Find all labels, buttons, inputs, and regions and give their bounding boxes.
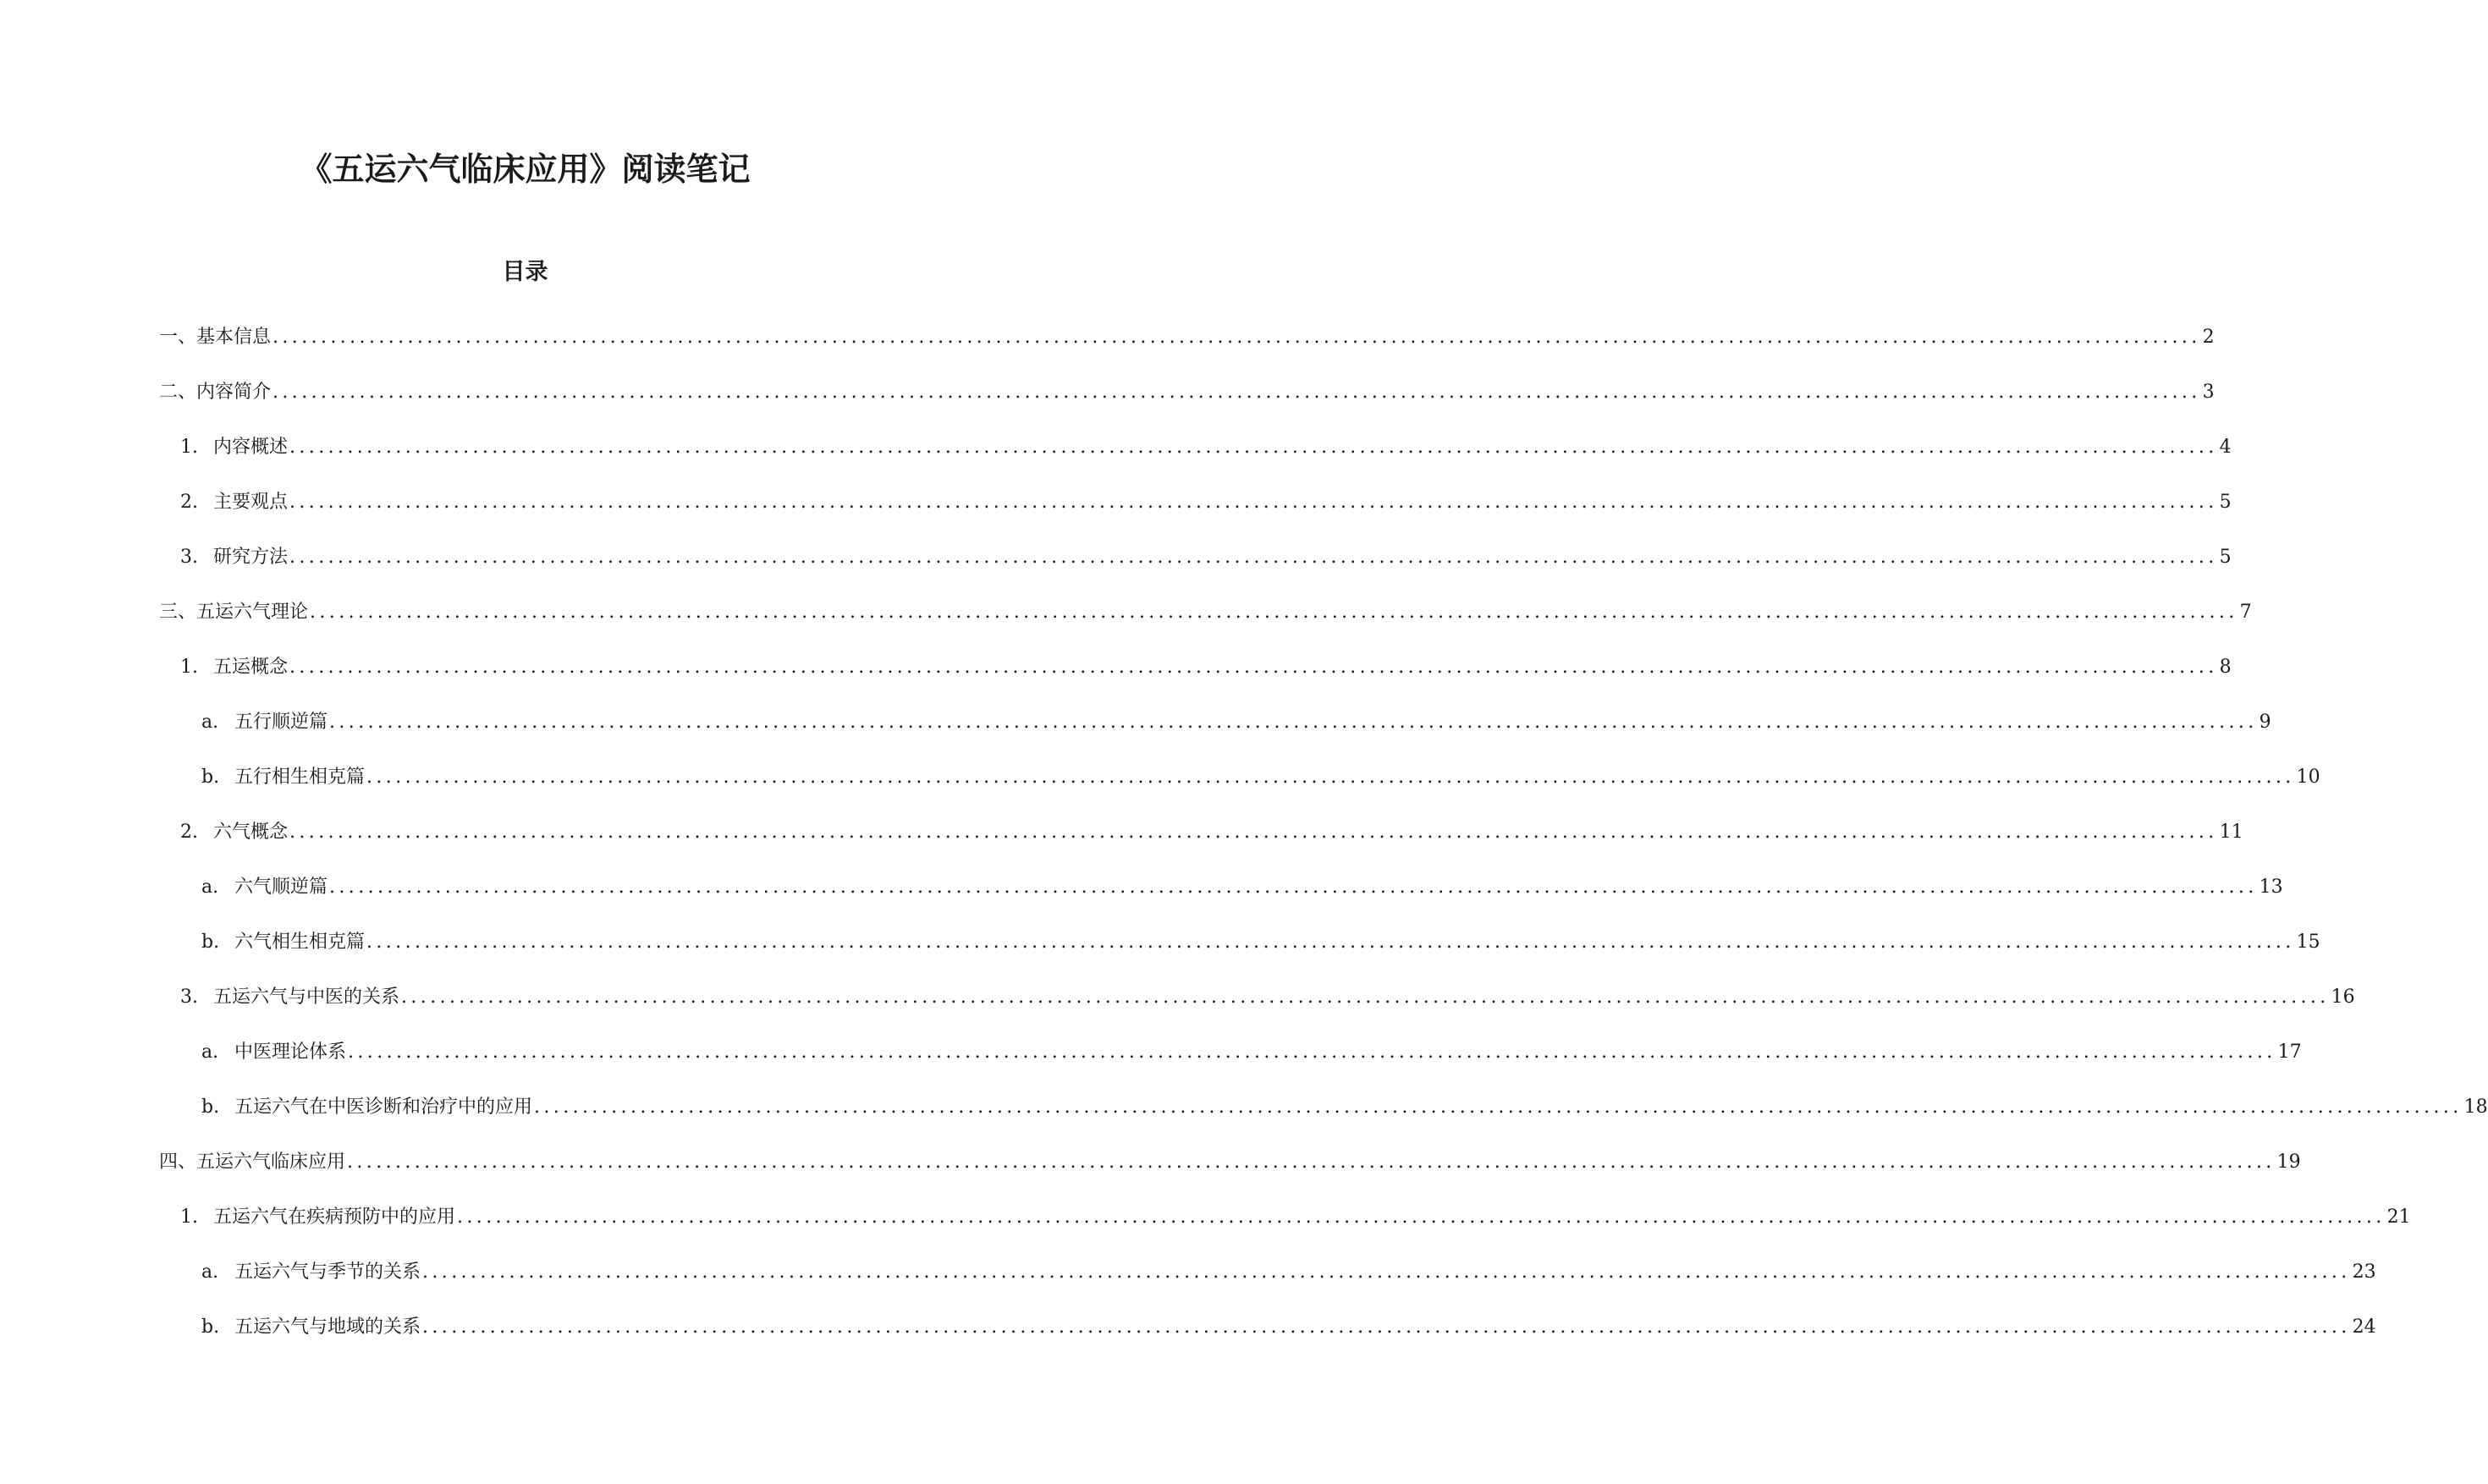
toc-entry-label [201, 1315, 421, 1340]
toc-leader-dots: ........................................................................................................................................................................................................ [289, 492, 2218, 513]
toc-entry-number: 1. [180, 657, 198, 678]
toc-leader-dots: ........................................................................................................................................................................................................ [310, 602, 2238, 623]
table-of-contents [0, 325, 2488, 1370]
toc-entry-number: a. [201, 1261, 219, 1283]
toc-leader-dots: ........................................................................................................................................................................................................ [457, 1206, 2386, 1228]
toc-entry-number: 1. [180, 1206, 198, 1228]
toc-entry-page-number: 5 [2219, 492, 2232, 513]
toc-entry-text: 研究方法 [213, 547, 289, 568]
toc-entry-number: b. [201, 932, 220, 953]
toc-entry[interactable] [0, 325, 2215, 380]
toc-entry[interactable] [0, 1150, 2301, 1205]
toc-leader-dots: ........................................................................................................................................................................................................ [329, 712, 2258, 733]
toc-entry-text: 四、五运六气临床应用 [159, 1151, 346, 1173]
toc-leader-dots: ........................................................................................................................................................................................................ [329, 877, 2258, 898]
toc-leader-dots: ........................................................................................................................................................................................................ [347, 1151, 2276, 1173]
toc-entry-label [201, 875, 328, 900]
toc-leader-dots: ........................................................................................................................................................................................................ [348, 1042, 2276, 1063]
toc-entry-text: 五行相生相克篇 [234, 767, 366, 788]
toc-leader-dots: ........................................................................................................................................................................................................ [534, 1097, 2463, 1118]
toc-entry-text: 五运六气与中医的关系 [213, 987, 400, 1008]
toc-entry-page-number: 11 [2219, 822, 2243, 843]
toc-leader-dots: ........................................................................................................................................................................................................ [289, 822, 2218, 843]
toc-entry-text: 一、基本信息 [159, 327, 272, 348]
toc-entry-page-number: 24 [2352, 1316, 2376, 1338]
toc-entry-label [180, 435, 288, 460]
toc-entry-number: 3. [180, 547, 198, 568]
toc-leader-dots: ........................................................................................................................................................................................................ [422, 1261, 2351, 1283]
toc-entry-label [180, 655, 288, 680]
toc-entry-page-number: 7 [2239, 602, 2252, 623]
toc-entry-number: 3. [180, 987, 198, 1008]
toc-entry-number: 2. [180, 822, 198, 843]
toc-entry-label [201, 930, 365, 955]
toc-entry-label [159, 325, 271, 350]
toc-entry-page-number: 21 [2386, 1206, 2411, 1228]
toc-entry[interactable] [0, 985, 2355, 1040]
toc-leader-dots: ........................................................................................................................................................................................................ [272, 327, 2201, 348]
toc-entry[interactable] [0, 655, 2232, 710]
toc-entry-label [159, 600, 308, 625]
toc-entry-label [180, 820, 288, 845]
toc-entry-page-number: 18 [2463, 1097, 2488, 1118]
toc-entry-page-number: 19 [2276, 1151, 2301, 1173]
toc-leader-dots: ........................................................................................................................................................................................................ [272, 382, 2201, 403]
toc-entry-label [201, 1040, 346, 1065]
toc-entry-number: b. [201, 1097, 220, 1118]
toc-entry[interactable] [0, 1040, 2302, 1095]
toc-entry-text: 五行顺逆篇 [234, 712, 328, 733]
toc-entry-number: 2. [180, 492, 198, 513]
toc-entry-text: 三、五运六气理论 [159, 602, 309, 623]
toc-entry-label [180, 985, 399, 1010]
toc-entry[interactable] [0, 545, 2232, 600]
toc-entry-number: 1. [180, 437, 198, 458]
toc-entry[interactable] [0, 600, 2252, 655]
toc-entry-label [159, 1150, 345, 1175]
toc-entry-number: b. [201, 1316, 220, 1338]
toc-entry[interactable] [0, 1095, 2488, 1150]
toc-leader-dots: ........................................................................................................................................................................................................ [366, 932, 2295, 953]
toc-entry-page-number: 3 [2202, 382, 2215, 403]
toc-leader-dots: ........................................................................................................................................................................................................ [422, 1316, 2351, 1338]
document-title: 《五运六气临床应用》阅读笔记 [300, 151, 751, 189]
toc-entry-number: a. [201, 877, 219, 898]
toc-entry-text: 五运六气与季节的关系 [234, 1261, 421, 1283]
toc-entry-text: 六气顺逆篇 [234, 877, 328, 898]
toc-entry-label [201, 1260, 421, 1285]
toc-entry-text: 主要观点 [213, 492, 289, 513]
toc-entry-text: 六气相生相克篇 [234, 932, 366, 953]
toc-entry[interactable] [0, 1315, 2376, 1370]
toc-entry[interactable] [0, 1205, 2411, 1260]
toc-entry[interactable] [0, 490, 2232, 545]
toc-entry[interactable] [0, 930, 2320, 985]
toc-entry-text: 中医理论体系 [234, 1042, 347, 1063]
toc-entry-page-number: 16 [2331, 987, 2355, 1008]
toc-entry-number: b. [201, 767, 220, 788]
toc-entry-page-number: 2 [2202, 327, 2215, 348]
toc-entry[interactable] [0, 380, 2215, 435]
toc-entry-page-number: 10 [2296, 767, 2320, 788]
toc-heading: 目录 [502, 259, 548, 286]
toc-leader-dots: ........................................................................................................................................................................................................ [401, 987, 2330, 1008]
toc-entry-label [201, 1095, 532, 1120]
toc-entry-page-number: 8 [2219, 657, 2232, 678]
toc-entry-text: 六气概念 [213, 822, 289, 843]
toc-entry-text: 五运六气在疾病预防中的应用 [213, 1206, 456, 1228]
toc-leader-dots: ........................................................................................................................................................................................................ [366, 767, 2295, 788]
toc-entry-label [201, 765, 365, 790]
toc-entry-text: 二、内容简介 [159, 382, 272, 403]
toc-entry-label [180, 1205, 455, 1230]
toc-entry-page-number: 5 [2219, 547, 2232, 568]
toc-entry-page-number: 4 [2219, 437, 2232, 458]
toc-entry-page-number: 17 [2277, 1042, 2302, 1063]
toc-entry-text: 五运六气在中医诊断和治疗中的应用 [234, 1097, 533, 1118]
toc-entry-page-number: 9 [2259, 712, 2271, 733]
toc-entry-label [159, 380, 271, 405]
toc-entry[interactable] [0, 875, 2283, 930]
toc-entry-text: 五运六气与地域的关系 [234, 1316, 421, 1338]
toc-entry-label [180, 490, 288, 515]
toc-leader-dots: ........................................................................................................................................................................................................ [289, 657, 2218, 678]
toc-entry-page-number: 23 [2352, 1261, 2376, 1283]
toc-entry-text: 五运概念 [213, 657, 289, 678]
toc-entry-page-number: 15 [2296, 932, 2320, 953]
toc-entry[interactable] [0, 1260, 2376, 1315]
toc-entry-number: a. [201, 712, 219, 733]
toc-entry[interactable] [0, 710, 2271, 765]
toc-entry-page-number: 13 [2259, 877, 2283, 898]
toc-entry-label [180, 545, 288, 570]
toc-entry[interactable] [0, 820, 2243, 875]
toc-leader-dots: ........................................................................................................................................................................................................ [289, 547, 2218, 568]
toc-entry-number: a. [201, 1042, 219, 1063]
toc-entry[interactable] [0, 765, 2320, 820]
toc-entry-text: 内容概述 [213, 437, 289, 458]
toc-leader-dots: ........................................................................................................................................................................................................ [289, 437, 2218, 458]
toc-entry[interactable] [0, 435, 2232, 490]
toc-entry-label [201, 710, 328, 735]
